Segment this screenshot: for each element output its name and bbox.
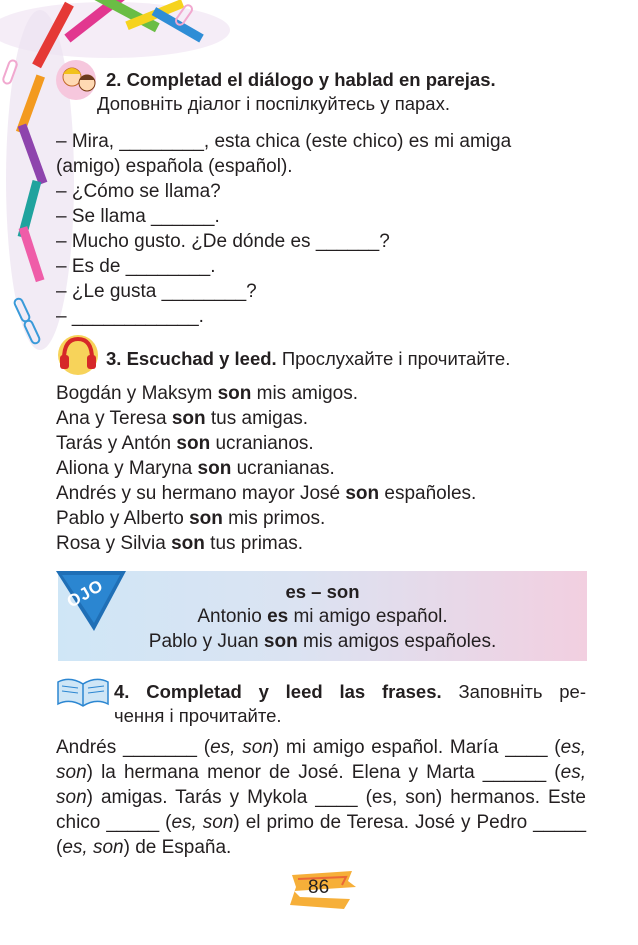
ex3-line: Bogdán y Maksym son mis amigos. xyxy=(56,383,358,404)
ex4-title-es: 4. Completad y leed las frases. xyxy=(114,681,442,702)
ex4-paragraph: Andrés _______ (es, son) mi amigo español. María ____ (es, son) la hermana menor de José. Elena y Marta ______ (es, son) amigas. Tarás y Mykola ____ (es, son) hermanos. Este chico _____ (es, son) el primo de Teresa. José y Pedro _____ (es, son) de España. xyxy=(56,737,587,858)
ex3-line: Aliona y Maryna son ucranianas. xyxy=(56,458,335,479)
ex2-line: – Es de ________. xyxy=(56,256,216,277)
ex3-line: Tarás y Antón son ucranianos. xyxy=(56,433,314,454)
ex2-line: – Mucho gusto. ¿De dónde es ______? xyxy=(56,231,390,252)
ex2-line: – Se llama ______. xyxy=(56,206,220,227)
ojo-title: es – son xyxy=(285,581,360,602)
ex3-title-uk: Прослухайте і прочитайте. xyxy=(281,348,511,369)
ex4-title-uk-1: Заповніть ре- xyxy=(458,681,586,702)
ex2-line: – ____________. xyxy=(56,306,204,327)
headphones-icon xyxy=(54,333,102,377)
ojo-example-2: Pablo y Juan son mis amigos españoles. xyxy=(148,631,497,652)
ex3-line: Andrés y su hermano mayor José son españoles. xyxy=(56,483,477,504)
ex2-line: – Mira, ________, esta chica (este chico) es mi amiga xyxy=(56,131,512,152)
ex2-line: – ¿Le gusta ________? xyxy=(56,281,257,302)
page-number: 86 xyxy=(308,877,330,898)
ex3-line: Pablo y Alberto son mis primos. xyxy=(56,508,326,529)
ex3-line: Ana y Teresa son tus amigas. xyxy=(56,408,309,429)
ex3-line: Rosa y Silvia son tus primas. xyxy=(56,533,304,554)
ex2-line: (amigo) española (español). xyxy=(56,156,293,177)
open-book-icon xyxy=(54,670,112,710)
ex4-title-uk-2: чення і прочитайте. xyxy=(114,705,282,726)
ex2-line: – ¿Cómo se llama? xyxy=(56,181,221,202)
ojo-example-1: Antonio es mi amigo español. xyxy=(197,606,448,627)
ojo-badge-label: OJO xyxy=(63,575,107,612)
ex2-title-es: 2. Completad el diálogo y hablad en parejas. xyxy=(106,69,496,90)
ex3-title-es: 3. Escuchad y leed. xyxy=(106,348,277,369)
ex3-title xyxy=(106,347,510,371)
ex4-title xyxy=(114,680,586,704)
ex2-title-uk: Доповніть діалог і поспілкуйтесь у парах. xyxy=(97,93,450,114)
